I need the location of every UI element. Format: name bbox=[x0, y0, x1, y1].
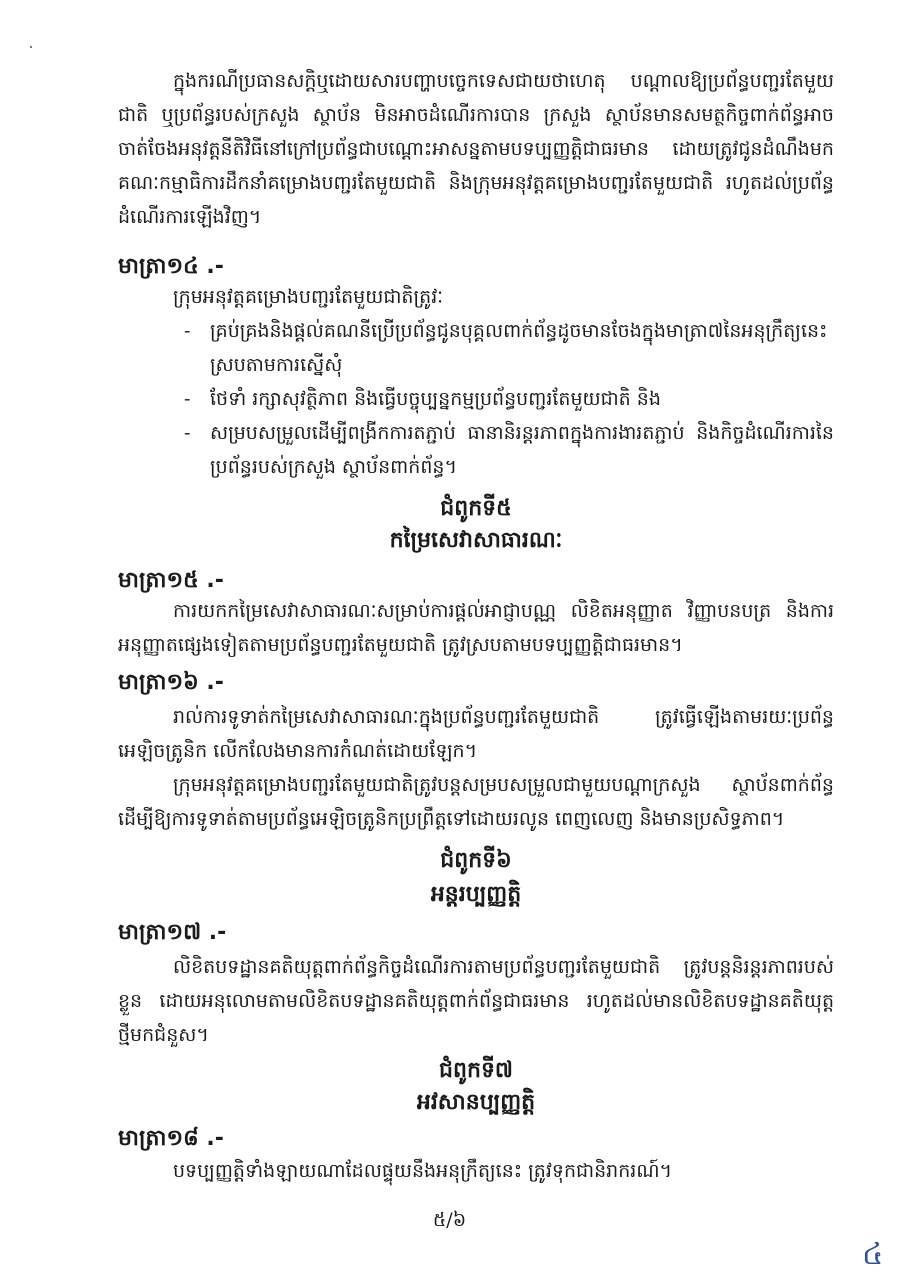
page-number: ៥/៦ bbox=[432, 1209, 467, 1231]
chapter-6-subtitle: អន្តរប្បញ្ញត្តិ bbox=[430, 882, 522, 907]
article-14-bullet-list bbox=[184, 314, 834, 484]
article-16-text-1: រាល់ការទូទាត់កម្រៃសេវាសាធារណៈក្នុងប្រព័ន្ធបញ្ជរតែមួយជាតិ ត្រូវធ្វើឡើងតាមរយៈប្រព័ន្ធអេឡិចត្រូនិក លើកលែងមានការកំណត់ដោយឡែក។ bbox=[118, 706, 834, 762]
chapter-5-title: ជំពូកទី៥ bbox=[440, 496, 512, 521]
article-14-heading: មាត្រា១៤ .- bbox=[118, 254, 224, 279]
chapter-7-subtitle: អវសានប្បញ្ញត្តិ bbox=[416, 1090, 536, 1115]
scan-speck bbox=[30, 46, 32, 48]
article-18-text: បទប្បញ្ញត្តិទាំងឡាយណាដែលផ្ទុយនឹងអនុក្រឹត្យនេះ ត្រូវទុកជានិរាករណ៍។ bbox=[173, 1160, 673, 1182]
article-15-text: ការយកកម្រៃសេវាសាធារណៈសម្រាប់ការផ្តល់អាជ្ញាបណ្ណ លិខិតអនុញ្ញាត វិញ្ញាបនបត្រ និងការអនុញ្ញាតផ្សេងទៀតតាមប្រព័ន្ធបញ្ជរតែមួយជាតិ ត្រូវស្របតាមបទប្បញ្ញត្តិជាធរមាន។ bbox=[118, 600, 834, 656]
chapter-6-title: ជំពូកទី៦ bbox=[440, 848, 512, 873]
article-16-heading: មាត្រា១៦ .- bbox=[118, 670, 224, 695]
article-17-heading: មាត្រា១៧ .- bbox=[118, 920, 227, 945]
paragraph-force-majeure: ក្នុងករណីប្រធានសក្តិឬដោយសារបញ្ហាបច្ចេកទេសជាយថាហេតុ បណ្តាលឱ្យប្រព័ន្ធបញ្ជរតែមួយជាតិ ឬប្រព័ន្ធរបស់ក្រសួង ស្ថាប័ន មិនអាចដំណើរការបាន ក្រសួង ស្ថាប័នមានសមត្ថកិច្ចពាក់ព័ន្ធអាចចាត់ចែងអនុវត្តនីតិវិធីនៅក្រៅប្រព័ន្ធជាបណ្តោះអាសន្នតាមបទប្បញ្ញត្តិជាធរមាន ដោយត្រូវជូនដំណឹងមកគណៈកម្មាធិការដឹកនាំគម្រោងបញ្ជរតែមួយជាតិ និងក្រុមអនុវត្តគម្រោងបញ្ជរតែមួយជាតិ រហូតដល់ប្រព័ន្ធដំណើរការឡើងវិញ។ bbox=[118, 70, 834, 228]
article-18-heading: មាត្រា១៨ .- bbox=[118, 1126, 224, 1151]
article-17-text: លិខិតបទដ្ឋានគតិយុត្តពាក់ព័ន្ធកិច្ចដំណើរការតាមប្រព័ន្ធបញ្ជរតែមួយជាតិ ត្រូវបន្តនិរន្តរភាពរបស់ខ្លួន ដោយអនុលោមតាមលិខិតបទដ្ឋានគតិយុត្តពាក់ព័ន្ធជាធរមាន រហូតដល់មានលិខិតបទដ្ឋានគតិយុត្តថ្មីមកជំនួស។ bbox=[118, 956, 834, 1046]
article-14-bullet: - គ្រប់គ្រងនិងផ្តល់គណនីប្រើប្រព័ន្ធជូនបុគ្គលពាក់ព័ន្ធដូចមានចែងក្នុងមាត្រា៧នៃអនុក្រឹត្យនេះស្របតាមការស្នើសុំ bbox=[184, 314, 834, 382]
chapter-7-title: ជំពូកទី៧ bbox=[439, 1058, 513, 1083]
article-15-heading: មាត្រា១៥ .- bbox=[118, 568, 224, 593]
chapter-5-subtitle: កម្រៃសេវាសាធារណៈ bbox=[389, 528, 563, 553]
article-14-intro: ក្រុមអនុវត្តគម្រោងបញ្ជរតែមួយជាតិត្រូវៈ bbox=[173, 286, 444, 308]
article-16-text-2: ក្រុមអនុវត្តគម្រោងបញ្ជរតែមួយជាតិត្រូវបន្តសម្របសម្រួលជាមួយបណ្តាក្រសួង ស្ថាប័នពាក់ព័ន្ធដើម្បីឱ្យការទូទាត់តាមប្រព័ន្ធអេឡិចត្រូនិកប្រព្រឹត្តទៅដោយរលូន ពេញលេញ និងមានប្រសិទ្ធភាព។ bbox=[118, 774, 834, 830]
article-14-bullet: - សម្របសម្រួលដើម្បីពង្រីកការតភ្ជាប់ ធានានិរន្តរភាពក្នុងការងារតភ្ជាប់ និងកិច្ចដំណើរការនៃប្រព័ន្ធរបស់ក្រសួង ស្ថាប័នពាក់ព័ន្ធ។ bbox=[184, 416, 834, 484]
article-14-bullet: - ថែទាំ រក្សាសុវត្ថិភាព និងធ្វើបច្ចុប្បន្នកម្មប្រព័ន្ធបញ្ជរតែមួយជាតិ និង bbox=[184, 382, 834, 416]
handwritten-page-mark: ៤ bbox=[862, 1237, 884, 1272]
